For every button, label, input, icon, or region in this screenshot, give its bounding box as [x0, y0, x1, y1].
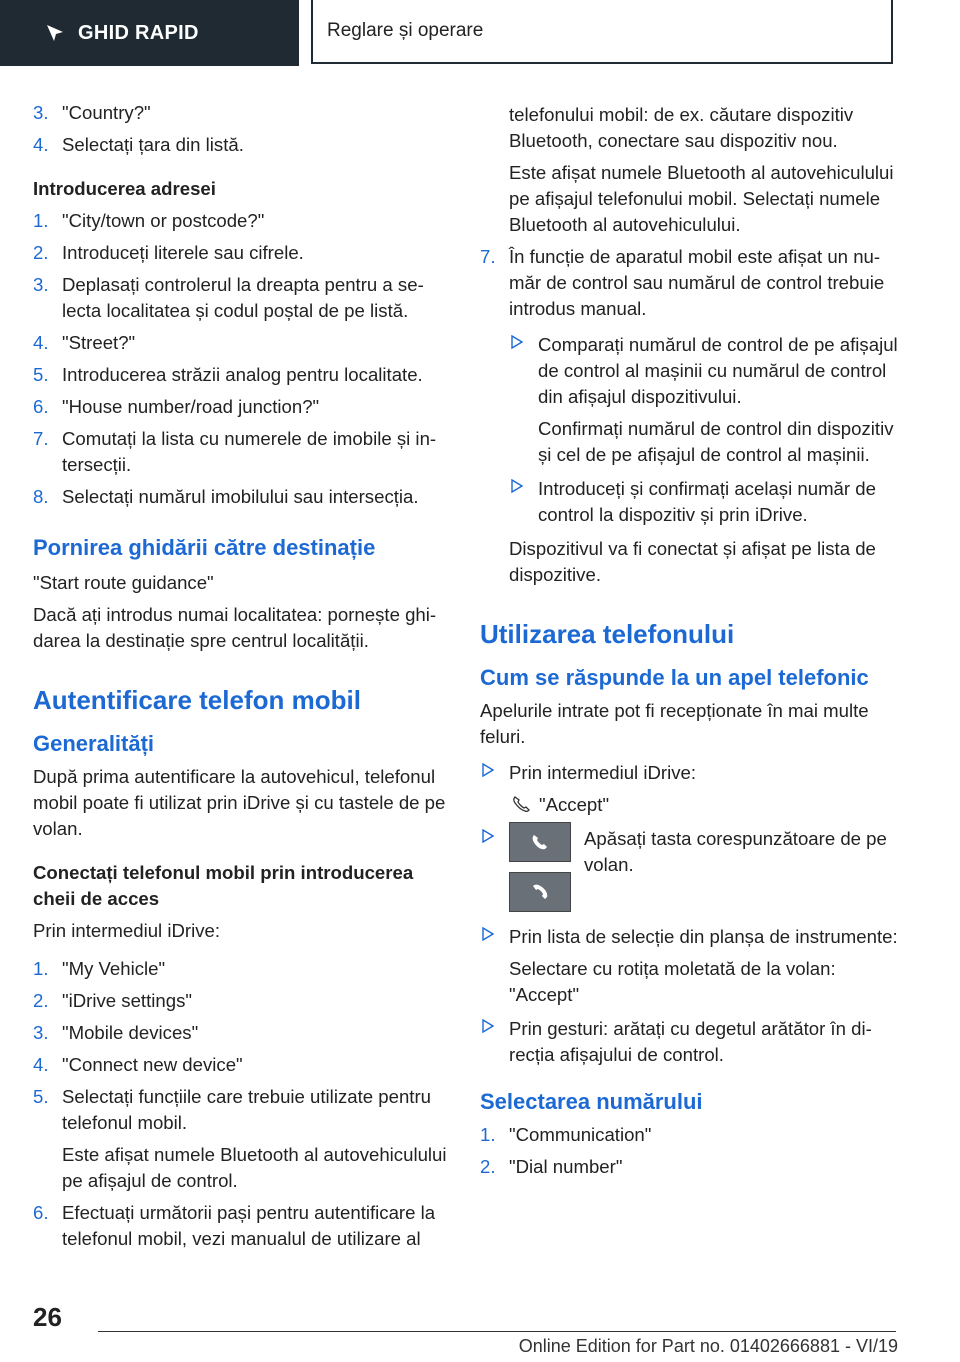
right-column: [480, 102, 898, 1186]
list-item: 1. "My Vehicle": [33, 958, 166, 979]
address-steps: [33, 208, 447, 510]
bullet-item: Prin gesturi: arătați cu degetul arătător în direcția afișajului de control.: [480, 1016, 898, 1068]
select-number-heading: Selectarea numărului: [480, 1089, 703, 1114]
bullet-item: Prin lista de selecție din planșa de instrumente: Selectare cu rotița moletată de la volan: "Accept": [480, 924, 898, 1008]
quick-guide-label: GHID RAPID: [78, 21, 199, 44]
guidance-command: "Start route guidance": [33, 572, 214, 593]
list-item: 4. Selectați țara din listă.: [33, 134, 244, 155]
general-text: După prima autentificare la autovehicul, telefonul mobil poate fi utilizat prin iDrive și cu tastele de pe volan.: [33, 766, 446, 839]
triangle-bullet-icon: [482, 763, 494, 777]
answer-text: Apelurile intrate pot fi recepționate în mai multe feluri.: [480, 700, 869, 747]
connect-text: Prin intermediul iDrive:: [33, 920, 221, 941]
device-note: Dispozitivul va fi conectat și afișat pe lista de dispozitive.: [509, 538, 876, 585]
list-item: 3. "Mobile devices": [33, 1022, 199, 1043]
list-item: 6. "House number/road junction?": [33, 396, 320, 417]
bullet-note: Confirmați numărul de control din dispozitiv și cel de pe afișajul de control al mașinii.: [538, 418, 894, 465]
left-column: [33, 100, 447, 1258]
triangle-bullet-icon: [482, 927, 494, 941]
bullet-item: Introduceți și confirmați același număr de control la dispozitiv și prin iDrive.: [509, 476, 898, 528]
auth-heading: Autentificare telefon mobil: [33, 685, 361, 715]
list-item: 2. "iDrive settings": [33, 990, 192, 1011]
list-item: 5. Selectați funcțiile care trebuie utilizate pentru telefonul mobil. Este afișat numele Bluetooth al autovehiculului pe afișajul de control.: [33, 1084, 447, 1194]
guidance-heading: Pornirea ghidării către destinație: [33, 535, 376, 560]
triangle-bullet-icon: [482, 829, 494, 843]
accept-call-button-icon: [509, 822, 571, 862]
select-number-steps: [480, 1122, 898, 1180]
end-call-button-icon: [509, 872, 571, 912]
guidance-text: Dacă ați introdus numai localitatea: pornește ghidarea la destinație spre centrul localității.: [33, 604, 437, 651]
list-item: 7. În funcție de aparatul mobil este afișat un număr de control sau numărul de control trebuie introdus manual. Comparați numărul de control de pe afișajul de control al mașinii cu numărul de control din afișajul dispozitivului. Confirmați numărul de control din dispozitiv și cel de pe afișajul de control al mașinii. Introduceți și confirmați același număr de control la dispozitiv și prin iDrive.: [480, 244, 898, 528]
list-item: 6. Efectuați următorii pași pentru autentificare la telefonul mobil, vezi manualul de utilizare al: [33, 1202, 436, 1249]
list-item: 8. Selectați numărul imobilului sau intersecția.: [33, 486, 419, 507]
bullet-item: Apăsați tasta corespunzătoare de pe volan.: [480, 826, 898, 916]
page-header: [0, 0, 960, 66]
edition-text: Online Edition for Part no. 01402666881 - VI/19: [518, 1336, 898, 1356]
bullet-note: Selectare cu rotița moletată de la volan: "Accept": [509, 958, 836, 1005]
triangle-bullet-icon: [511, 479, 523, 493]
bullet-item: Prin intermediul iDrive: "Accept": [480, 760, 898, 818]
phone-heading: Utilizarea telefonului: [480, 619, 735, 649]
list-item: 5. Introducerea străzii analog pentru localitate.: [33, 364, 423, 385]
list-item: 2. Introduceți literele sau cifrele.: [33, 242, 304, 263]
general-heading: Generalități: [33, 731, 155, 756]
list-item: 2. "Dial number": [480, 1156, 623, 1177]
bullet-item: Comparați numărul de control de pe afișajul de control al mașinii cu numărul de control din afișajul dispozitivului. Confirmați numărul de control din dispozitiv și cel de pe afișajul de control al mașinii.: [509, 332, 898, 468]
list-item: 1. "City/town or postcode?": [33, 210, 265, 231]
footer-divider: [98, 1331, 896, 1332]
connect-heading: Conectați telefonul mobil prin introducerea cheii de acces: [33, 862, 414, 909]
list-item-note: Este afișat numele Bluetooth al autovehiculului pe afișajul de control.: [62, 1144, 447, 1191]
page-number: 26: [33, 1302, 62, 1332]
quick-guide-tab[interactable]: [0, 0, 299, 66]
arrow-icon: [44, 22, 66, 44]
section-tab[interactable]: [311, 0, 893, 64]
section-label: Reglare și operare: [327, 20, 484, 41]
country-steps: [33, 100, 447, 158]
list-item: 3. "Country?": [33, 102, 151, 123]
list-item: 3. Deplasați controlerul la dreapta pentru a selecta localitatea și codul poștal de pe listă.: [33, 274, 424, 321]
list-item: 1. "Communication": [480, 1124, 652, 1145]
address-heading: Introducerea adresei: [33, 178, 216, 199]
connect-steps: [33, 956, 447, 1252]
continued-note: Este afișat numele Bluetooth al autovehiculului pe afișajul telefonului mobil. Selectați numele Bluetooth al autovehiculului.: [509, 162, 894, 235]
continued-item: [480, 102, 898, 238]
list-item: 4. "Connect new device": [33, 1054, 243, 1075]
list-item: 4. "Street?": [33, 332, 136, 353]
list-item: 7. Comutați la lista cu numerele de imobile și intersecții.: [33, 428, 437, 475]
bullet-note: "Accept": [509, 792, 898, 818]
triangle-bullet-icon: [482, 1019, 494, 1033]
phone-icon: [511, 794, 531, 814]
triangle-bullet-icon: [511, 335, 523, 349]
answer-heading: Cum se răspunde la un apel telefonic: [480, 665, 869, 690]
continued-text: telefonului mobil: de ex. căutare dispozitiv Bluetooth, conectare sau dispozitiv nou.: [509, 104, 854, 151]
